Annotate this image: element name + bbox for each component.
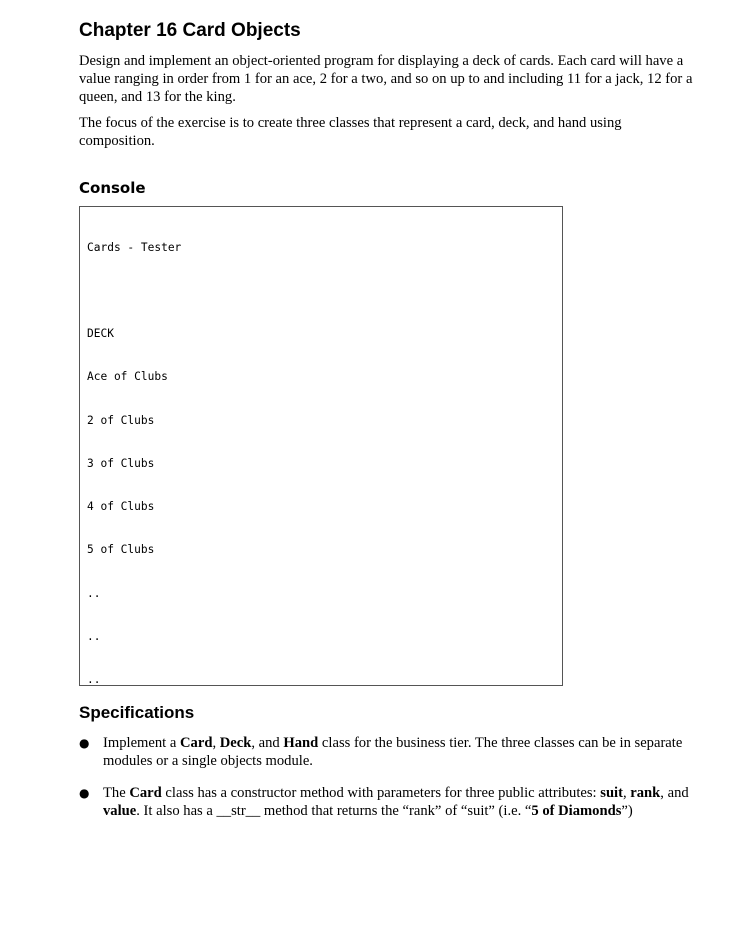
deck-card-line: 5 of Clubs bbox=[87, 543, 155, 557]
document-page bbox=[79, 18, 699, 834]
deck-card-line: 4 of Clubs bbox=[87, 500, 155, 514]
specifications-list bbox=[79, 734, 699, 820]
console-blank-line bbox=[87, 284, 555, 298]
deck-header: DECK bbox=[87, 327, 114, 341]
spec-item-card-class: ● The Card class has a constructor method with parameters for three public attributes: suit, rank, and value. It also has a __str__ method that returns the “rank” of “suit” (i.e. “5 of Diamonds”) bbox=[79, 785, 689, 819]
bullet-icon: ● bbox=[79, 736, 90, 750]
intro-paragraph-1: Design and implement an object-oriented program for displaying a deck of cards. Each card will have a value ranging in order from 1 for an ace, 2 for a two, and so on up to and including 11 for a jack, 12 for a queen, and 13 for the king. bbox=[79, 53, 693, 105]
specifications-heading: Specifications bbox=[79, 703, 195, 722]
ellipsis-line: .. bbox=[87, 586, 101, 600]
deck-card-line: 3 of Clubs bbox=[87, 456, 155, 470]
console-title-line: Cards - Tester bbox=[87, 240, 182, 254]
deck-card-line: 2 of Clubs bbox=[87, 413, 155, 427]
chapter-title: Chapter 16 Card Objects bbox=[79, 20, 301, 41]
spec-item-classes: ● Implement a Card, Deck, and Hand class for the business tier. The three classes can be in separate modules or a single objects module. bbox=[79, 735, 683, 769]
console-output bbox=[79, 206, 563, 686]
bullet-icon: ● bbox=[79, 786, 90, 800]
intro-paragraph-2: The focus of the exercise is to create three classes that represent a card, deck, and hand using composition. bbox=[79, 115, 622, 149]
deck-card-line: Ace of Clubs bbox=[87, 370, 168, 384]
ellipsis-line: .. bbox=[87, 672, 101, 686]
ellipsis-line: .. bbox=[87, 629, 101, 643]
console-heading: Console bbox=[79, 179, 146, 197]
